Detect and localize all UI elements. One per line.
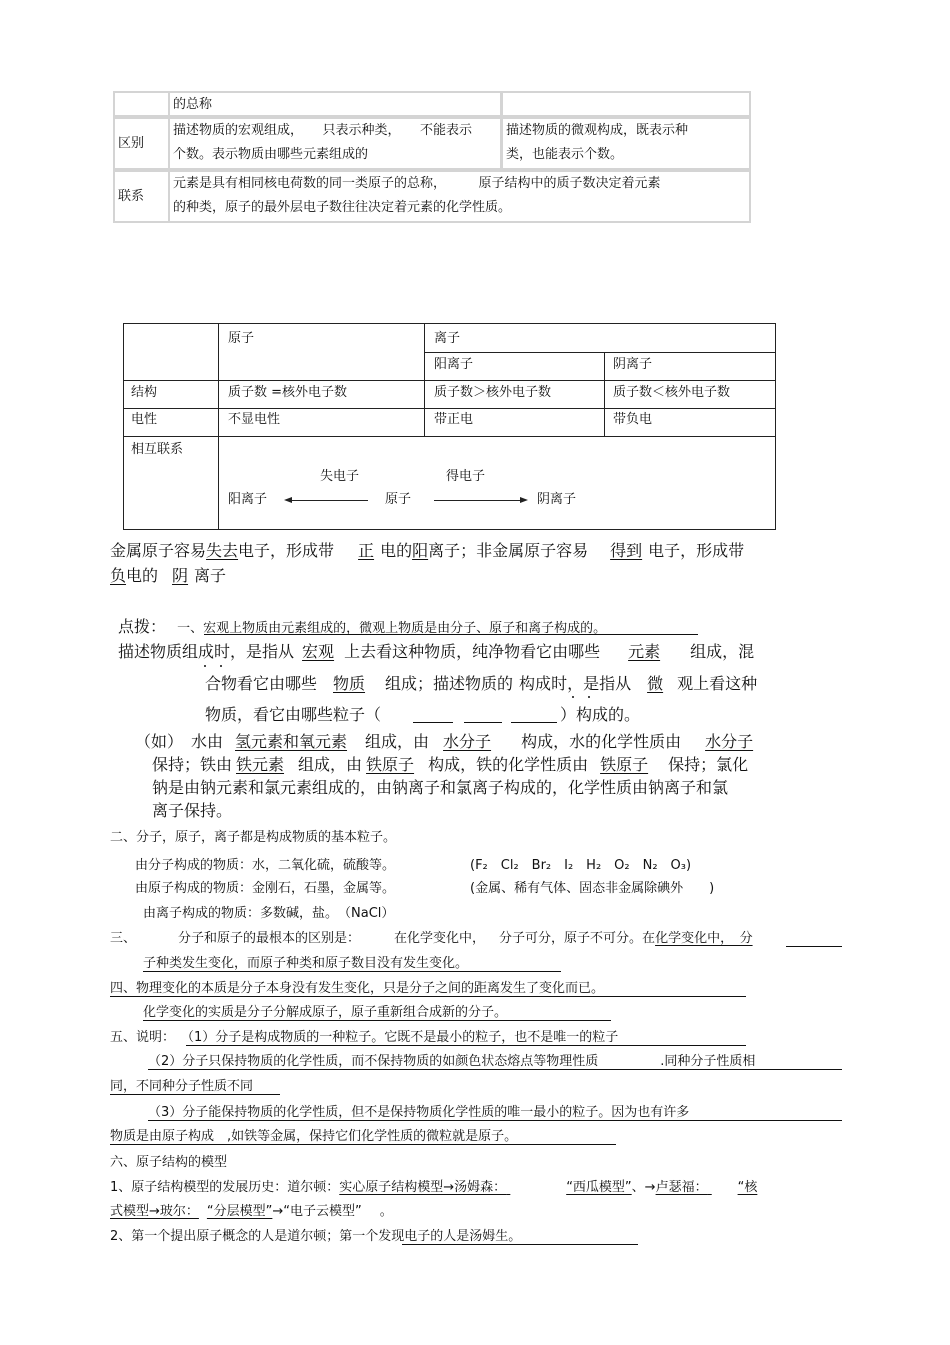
ion-formation-sentence-2 [110,565,226,587]
cell-text: 描述物质的微观构成，既表示种 [506,123,689,138]
tip-line-2 [205,673,757,695]
cell-text: 区别 [118,136,145,151]
text: 金属原子容易 [110,541,207,560]
answer-negative: 负 [110,566,127,585]
text: →“电子云模型” [272,1204,362,1219]
cell-text: 联系 [118,189,145,204]
text: 构成，铁的化学性质由 [428,755,589,774]
tip-example-1 [135,731,753,753]
table-cell [501,91,751,117]
section-3-line-1 [110,930,753,948]
structure-cation: 质子数＞核外电子数 [434,385,552,400]
row-label-relation [113,170,170,223]
header-atom: 原子 [228,331,255,346]
tip-line-1 [118,641,754,663]
right-arrow [434,500,522,501]
label-gain-electron: 得电子 [446,469,486,484]
left-arrow [290,500,368,501]
text: 观上看这种 [677,674,758,693]
text: 1、原子结构模型的发展历史：道尔顿： [110,1180,340,1195]
table-cell [113,91,170,117]
text: 分子可分，原子不可分。在 [499,931,656,946]
header-cation: 阳离子 [434,357,474,372]
row-label-structure: 结构 [131,385,158,400]
text: .同种分子性质相 [660,1054,756,1069]
cell-text: 的种类，原子的最外层电子数往往决定着元素的化学性质。 [173,200,512,215]
section-6-title: 六、原子结构的模型 [110,1155,228,1170]
text: 分子和原子的最根本的区别是： [178,931,361,946]
text: 保持；氯化 [668,755,749,774]
text: 组成，由 [298,755,363,774]
answer-cation: 阳 [412,541,429,560]
text: 组成，混 [690,642,755,661]
arrow-head-right-icon [520,497,528,503]
text: 时，是指从 [551,674,632,693]
atomic-substances: 由原子构成的物质：金刚石，石墨，金属等。 [135,881,396,896]
text: 电的 [380,541,413,560]
tip-heading [118,616,606,640]
cell-text: 个数。表示物质由哪些元素组成的 [173,147,369,162]
keyword-structure: 构成 [519,674,552,693]
answer-lose: 失去 [206,541,239,560]
atom-ion-table [123,323,776,530]
structure-anion: 质子数＜核外电子数 [613,385,731,400]
answer-water-molecule-2: 水分子 [705,732,754,751]
text: 描述物质 [118,642,183,661]
text: 三、 [110,931,137,946]
section-4-line-2: 化学变化的实质是分子分解成原子，原子重新组合成新的分子。 [143,1005,508,1020]
row-label-difference [113,117,170,170]
answer-iron-atom-2: 铁原子 [600,755,649,774]
text: （2）分子只保持物质的化学性质，而不保持物质的如颜色状态熔点等物理性质 [148,1054,599,1069]
label-lose-electron: 失电子 [320,469,360,484]
text: 上去看这种物质，纯净物看它由哪些 [344,642,601,661]
answer-anion: 阴 [172,566,189,585]
header-ion: 离子 [434,331,461,346]
charge-atom: 不显电性 [228,412,281,427]
keyword-composition: 组成 [182,642,215,661]
text: 电子，形成带 [238,541,335,560]
text: 在化学变化中， [394,931,486,946]
answer-h-o-elements: 氢元素和氧元素 [235,732,348,751]
section-2-title: 二、分子，原子，离子都是构成物质的基本粒子。 [110,830,397,845]
label-anion: 阴离子 [537,492,577,507]
text: 合物看它由哪些 [205,674,318,693]
table-cell [168,117,502,170]
arrow-head-left-icon [284,497,292,503]
label-atom: 原子 [385,492,412,507]
answer-element: 元素 [628,642,661,661]
text: 电的 [126,566,159,585]
row-label-charge: 电性 [131,412,158,427]
text: 化学变化中， 分 [655,931,753,946]
text: 电子，形成带 [648,541,745,560]
tip-example-4: 离子保持。 [152,801,233,820]
charge-cation: 带正电 [434,412,474,427]
text: 、→ [631,1180,656,1195]
section-5-line-4: （3）分子能保持物质的化学性质，但不是保持物质化学性质的唯一最小的粒子。因为也有许多 [148,1105,690,1120]
header-anion: 阴离子 [613,357,653,372]
section-3-line-2: 子种类发生变化，而原子种类和原子数目没有发生变化。 [143,956,469,971]
text: “核 [737,1180,758,1195]
table-cell [168,170,751,223]
text: 卢瑟福： [655,1180,708,1195]
text: “分层模型” [206,1204,273,1219]
table-cell [501,117,751,170]
charge-anion: 带负电 [613,412,653,427]
section-5-line-5: 物质是由原子构成 ,如铁等金属，保持它们化学性质的微粒就是原子。 [110,1129,518,1144]
text: 物质，看它由哪些粒子（ [205,705,382,724]
text: 。 [379,1204,393,1219]
atomic-examples: (金属、稀有气体、固态非金属除碘外 ) [470,881,715,896]
section-4-line-1: 四、物理变化的本质是分子本身没有发生变化，只是分子之间的距离发生了变化而已。 [110,981,605,996]
table-cell [168,91,502,117]
text: 时，是指从 [214,642,295,661]
label-cation: 阳离子 [228,492,268,507]
tip-line-3 [205,704,381,726]
answer-iron-element: 铁元素 [236,755,285,774]
answer-macro: 宏观 [302,642,335,661]
structure-atom: 质子数 =核外电子数 [228,385,348,400]
section-6-line-2 [110,1203,393,1221]
tip-point-1: 一、宏观上物质由元素组成的，微观上物质是由分子、原子和离子构成的。 [177,621,607,636]
tip-example-3: 钠是由钠元素和氯元素组成的，由钠离子和氯离子构成的，化学性质由钠离子和氯 [152,778,729,797]
cell-text: 类，也能表示个数。 [506,147,624,162]
text: 五、说明： [110,1030,176,1045]
answer-iron-atom: 铁原子 [366,755,415,774]
answer-micro: 微 [647,674,664,693]
row-label-relation: 相互联系 [131,442,184,457]
text: 组成；描述物质的 [385,674,514,693]
answer-water-molecule: 水分子 [443,732,492,751]
text: 离子 [194,566,227,585]
cell-text: 的总称 [173,97,213,112]
text: 组成，由 [365,732,430,751]
answer-positive: 正 [358,541,375,560]
text: 实心原子结构模型→汤姆森： [339,1180,507,1195]
tip-line-3-end: ）构成的。 [560,705,641,724]
text: 构成，水的化学性质由 [521,732,682,751]
section-5-line-3: 同，不同种分子性质不同 [110,1079,254,1094]
molecular-examples: (F₂ Cl₂ Br₂ I₂ H₂ O₂ N₂ O₃) [470,858,692,873]
tip-example-2 [152,754,748,776]
cell-text: 元素是具有相同核电荷数的同一类原子的总称， 原子结构中的质子数决定着元素 [173,176,661,191]
text: “西瓜模型” [566,1180,632,1195]
molecular-substances: 由分子构成的物质：水，二氧化硫，硫酸等。 [135,858,396,873]
answer-substance: 物质 [333,674,366,693]
text: （1）分子是构成物质的一种粒子。它既不是最小的粒子，也不是唯一的粒子 [181,1030,619,1045]
answer-gain: 得到 [610,541,643,560]
text: 2、第一个提出原子概念的人是道尔顿；第一 [110,1229,366,1244]
ion-formation-sentence [110,540,744,562]
text: 保持；铁由 [152,755,233,774]
tip-label: 点拨： [118,617,167,636]
cell-text: 描述物质的宏观组成， 只表示种类， 不能表示 [173,123,473,138]
section-6-line-1 [110,1179,757,1197]
text: （如） 水由 [135,732,224,751]
ionic-substances: 由离子构成的物质：多数碱，盐。 （NaCl） [143,906,395,921]
text: 离子；非金属原子容易 [428,541,589,560]
text: 式模型→玻尔： [110,1204,199,1219]
text: 个发现电子的人是汤姆生。 [365,1229,522,1244]
